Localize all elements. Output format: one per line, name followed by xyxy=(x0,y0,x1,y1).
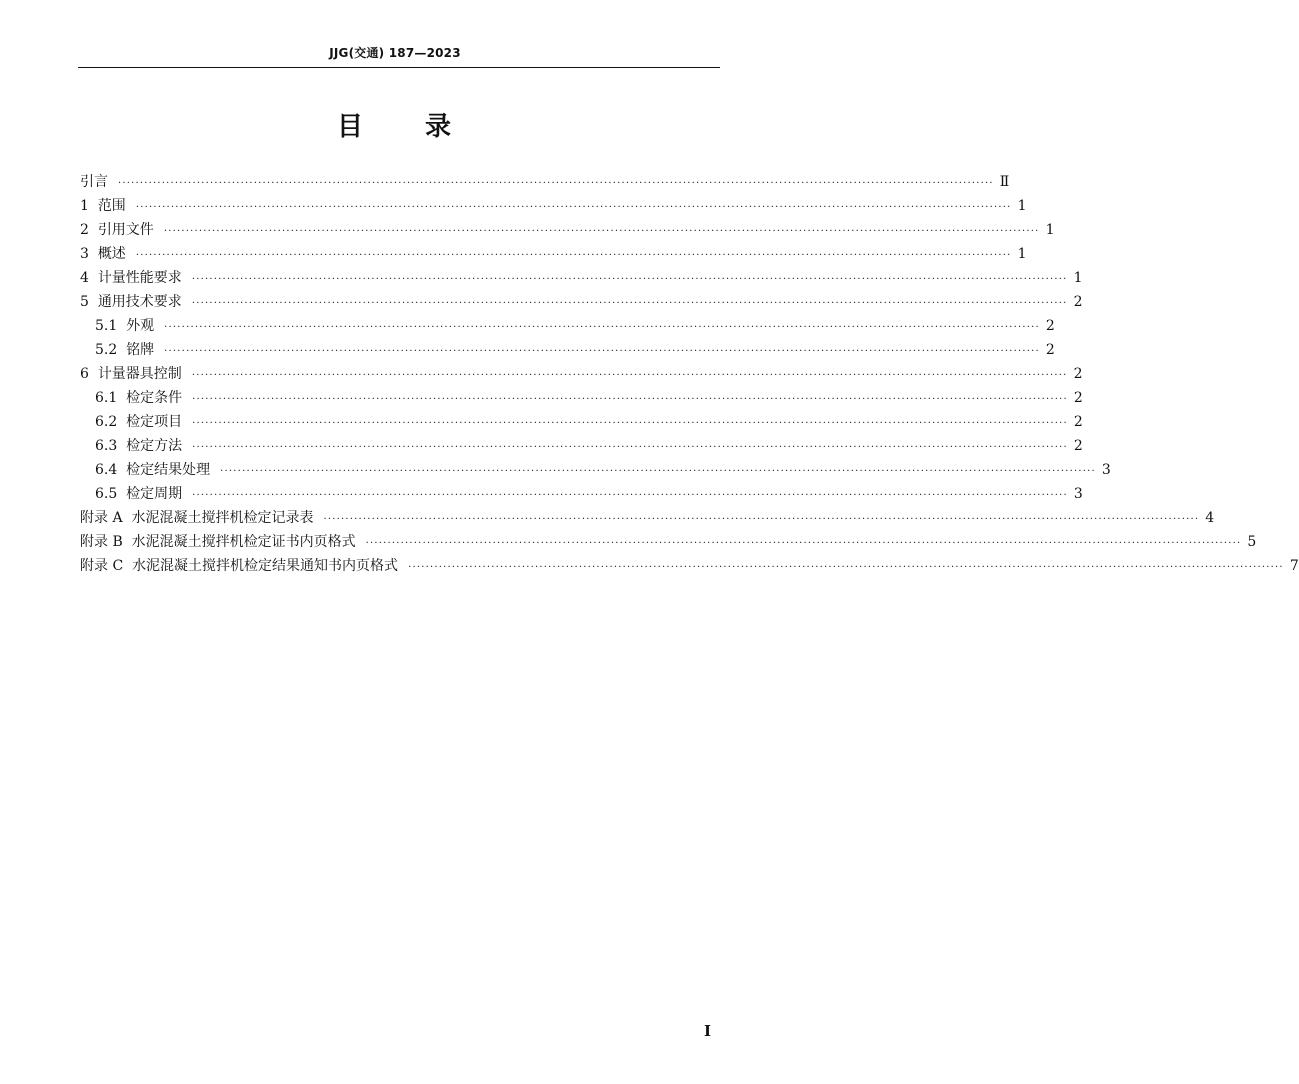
toc-dot-leader: ········································································································································································································ xyxy=(365,538,1242,549)
toc-entry-label: 铭牌 xyxy=(126,342,155,358)
toc-entry-number: 6.1 xyxy=(95,390,127,406)
toc-dot-leader: ········································································································································································································ xyxy=(164,322,1040,333)
toc-entry[interactable] xyxy=(80,506,1215,530)
page-number: I xyxy=(704,1022,712,1040)
toc-dot-leader: ········································································································································································································ xyxy=(135,202,1012,213)
toc-entry-page: 7 xyxy=(1289,558,1299,574)
toc-entry[interactable] xyxy=(80,218,1055,242)
toc-entry-label: 检定项目 xyxy=(126,414,183,430)
toc-entry-number: 4 xyxy=(80,270,98,286)
toc-entry[interactable] xyxy=(80,362,1083,386)
toc-dot-leader: ········································································································································································································ xyxy=(118,178,994,189)
toc-entry[interactable] xyxy=(80,386,1083,410)
toc-dot-leader: ········································································································································································································ xyxy=(192,490,1068,501)
toc-entry-page: 3 xyxy=(1073,486,1083,502)
toc-entry-page: 1 xyxy=(1045,222,1055,238)
toc-entry[interactable] xyxy=(80,338,1055,362)
toc-entry-number: 6.3 xyxy=(95,438,127,454)
toc-entry-label: 计量性能要求 xyxy=(97,270,182,286)
toc-entry[interactable] xyxy=(80,290,1083,314)
toc-dot-leader: ········································································································································································································ xyxy=(220,466,1096,477)
page-title xyxy=(0,106,790,143)
toc-entry-page: 4 xyxy=(1205,510,1215,526)
toc-entry-number: 6.2 xyxy=(95,414,127,430)
toc-entry-number: 3 xyxy=(80,246,98,262)
toc-dot-leader: ········································································································································································································ xyxy=(408,562,1284,573)
toc-entry-page: 2 xyxy=(1073,438,1083,454)
toc-entry-number: 附录 C xyxy=(80,558,133,574)
toc-entry-label: 通用技术要求 xyxy=(97,294,182,310)
document-header-code: JJG(交通) 187—2023 xyxy=(329,46,461,60)
toc-dot-leader: ········································································································································································································ xyxy=(192,418,1068,429)
toc-entry[interactable] xyxy=(80,530,1257,554)
title-char-2: 录 xyxy=(425,112,454,142)
toc-dot-leader: ········································································································································································································ xyxy=(191,298,1068,309)
toc-entry-label: 检定结果处理 xyxy=(126,462,211,478)
toc-dot-leader: ········································································································································································································ xyxy=(192,394,1068,405)
toc-entry-label: 检定条件 xyxy=(126,390,183,406)
toc-dot-leader: ········································································································································································································ xyxy=(191,370,1068,381)
toc-entry-page: Ⅱ xyxy=(999,174,1010,190)
toc-entry-page: 2 xyxy=(1073,390,1083,406)
toc-entry-page: 2 xyxy=(1073,366,1083,382)
toc-entry-number: 5.1 xyxy=(95,318,127,334)
toc-entry-page: 1 xyxy=(1017,198,1027,214)
toc-entry[interactable] xyxy=(80,434,1083,458)
toc-entry[interactable] xyxy=(80,410,1083,434)
table-of-contents xyxy=(80,170,1299,578)
title-char-1: 目 xyxy=(336,112,365,142)
toc-dot-leader: ········································································································································································································ xyxy=(135,250,1012,261)
toc-entry-page: 2 xyxy=(1045,342,1055,358)
toc-entry-label: 引言 xyxy=(80,174,108,190)
toc-entry-page: 2 xyxy=(1073,294,1083,310)
toc-entry-label: 水泥混凝土搅拌机检定结果通知书内页格式 xyxy=(132,558,399,574)
toc-dot-leader: ········································································································································································································ xyxy=(191,274,1068,285)
toc-entry-number: 1 xyxy=(80,198,98,214)
toc-entry-label: 概述 xyxy=(97,246,126,262)
toc-dot-leader: ········································································································································································································ xyxy=(192,442,1068,453)
toc-entry-label: 计量器具控制 xyxy=(97,366,182,382)
toc-entry-label: 检定周期 xyxy=(126,486,183,502)
toc-entry-number: 2 xyxy=(80,222,98,238)
toc-entry-label: 水泥混凝土搅拌机检定证书内页格式 xyxy=(131,534,356,550)
toc-entry[interactable] xyxy=(80,458,1111,482)
toc-entry-number: 6 xyxy=(80,366,98,382)
toc-entry-page: 5 xyxy=(1247,534,1257,550)
toc-dot-leader: ········································································································································································································ xyxy=(323,514,1200,525)
toc-entry-number: 附录 B xyxy=(80,534,132,550)
toc-entry-label: 外观 xyxy=(126,318,155,334)
toc-entry-number: 5.2 xyxy=(95,342,127,358)
toc-entry-label: 水泥混凝土搅拌机检定记录表 xyxy=(131,510,314,526)
toc-entry-number: 附录 A xyxy=(80,510,132,526)
toc-entry-number: 6.4 xyxy=(95,462,127,478)
toc-entry[interactable] xyxy=(80,194,1027,218)
toc-entry[interactable] xyxy=(80,170,1010,194)
toc-entry-number: 6.5 xyxy=(95,486,127,502)
toc-entry-page: 2 xyxy=(1045,318,1055,334)
toc-entry[interactable] xyxy=(80,554,1299,578)
toc-entry[interactable] xyxy=(80,482,1083,506)
toc-entry[interactable] xyxy=(80,266,1083,290)
toc-dot-leader: ········································································································································································································ xyxy=(164,346,1040,357)
toc-entry[interactable] xyxy=(80,242,1027,266)
toc-entry-number: 5 xyxy=(80,294,98,310)
toc-entry[interactable] xyxy=(80,314,1055,338)
toc-entry-page: 3 xyxy=(1101,462,1111,478)
toc-dot-leader: ········································································································································································································ xyxy=(163,226,1040,237)
toc-entry-page: 2 xyxy=(1073,414,1083,430)
header-rule xyxy=(78,67,720,68)
toc-entry-label: 范围 xyxy=(97,198,126,214)
toc-entry-label: 引用文件 xyxy=(97,222,154,238)
toc-entry-page: 1 xyxy=(1073,270,1083,286)
toc-entry-label: 检定方法 xyxy=(126,438,183,454)
toc-entry-page: 1 xyxy=(1017,246,1027,262)
